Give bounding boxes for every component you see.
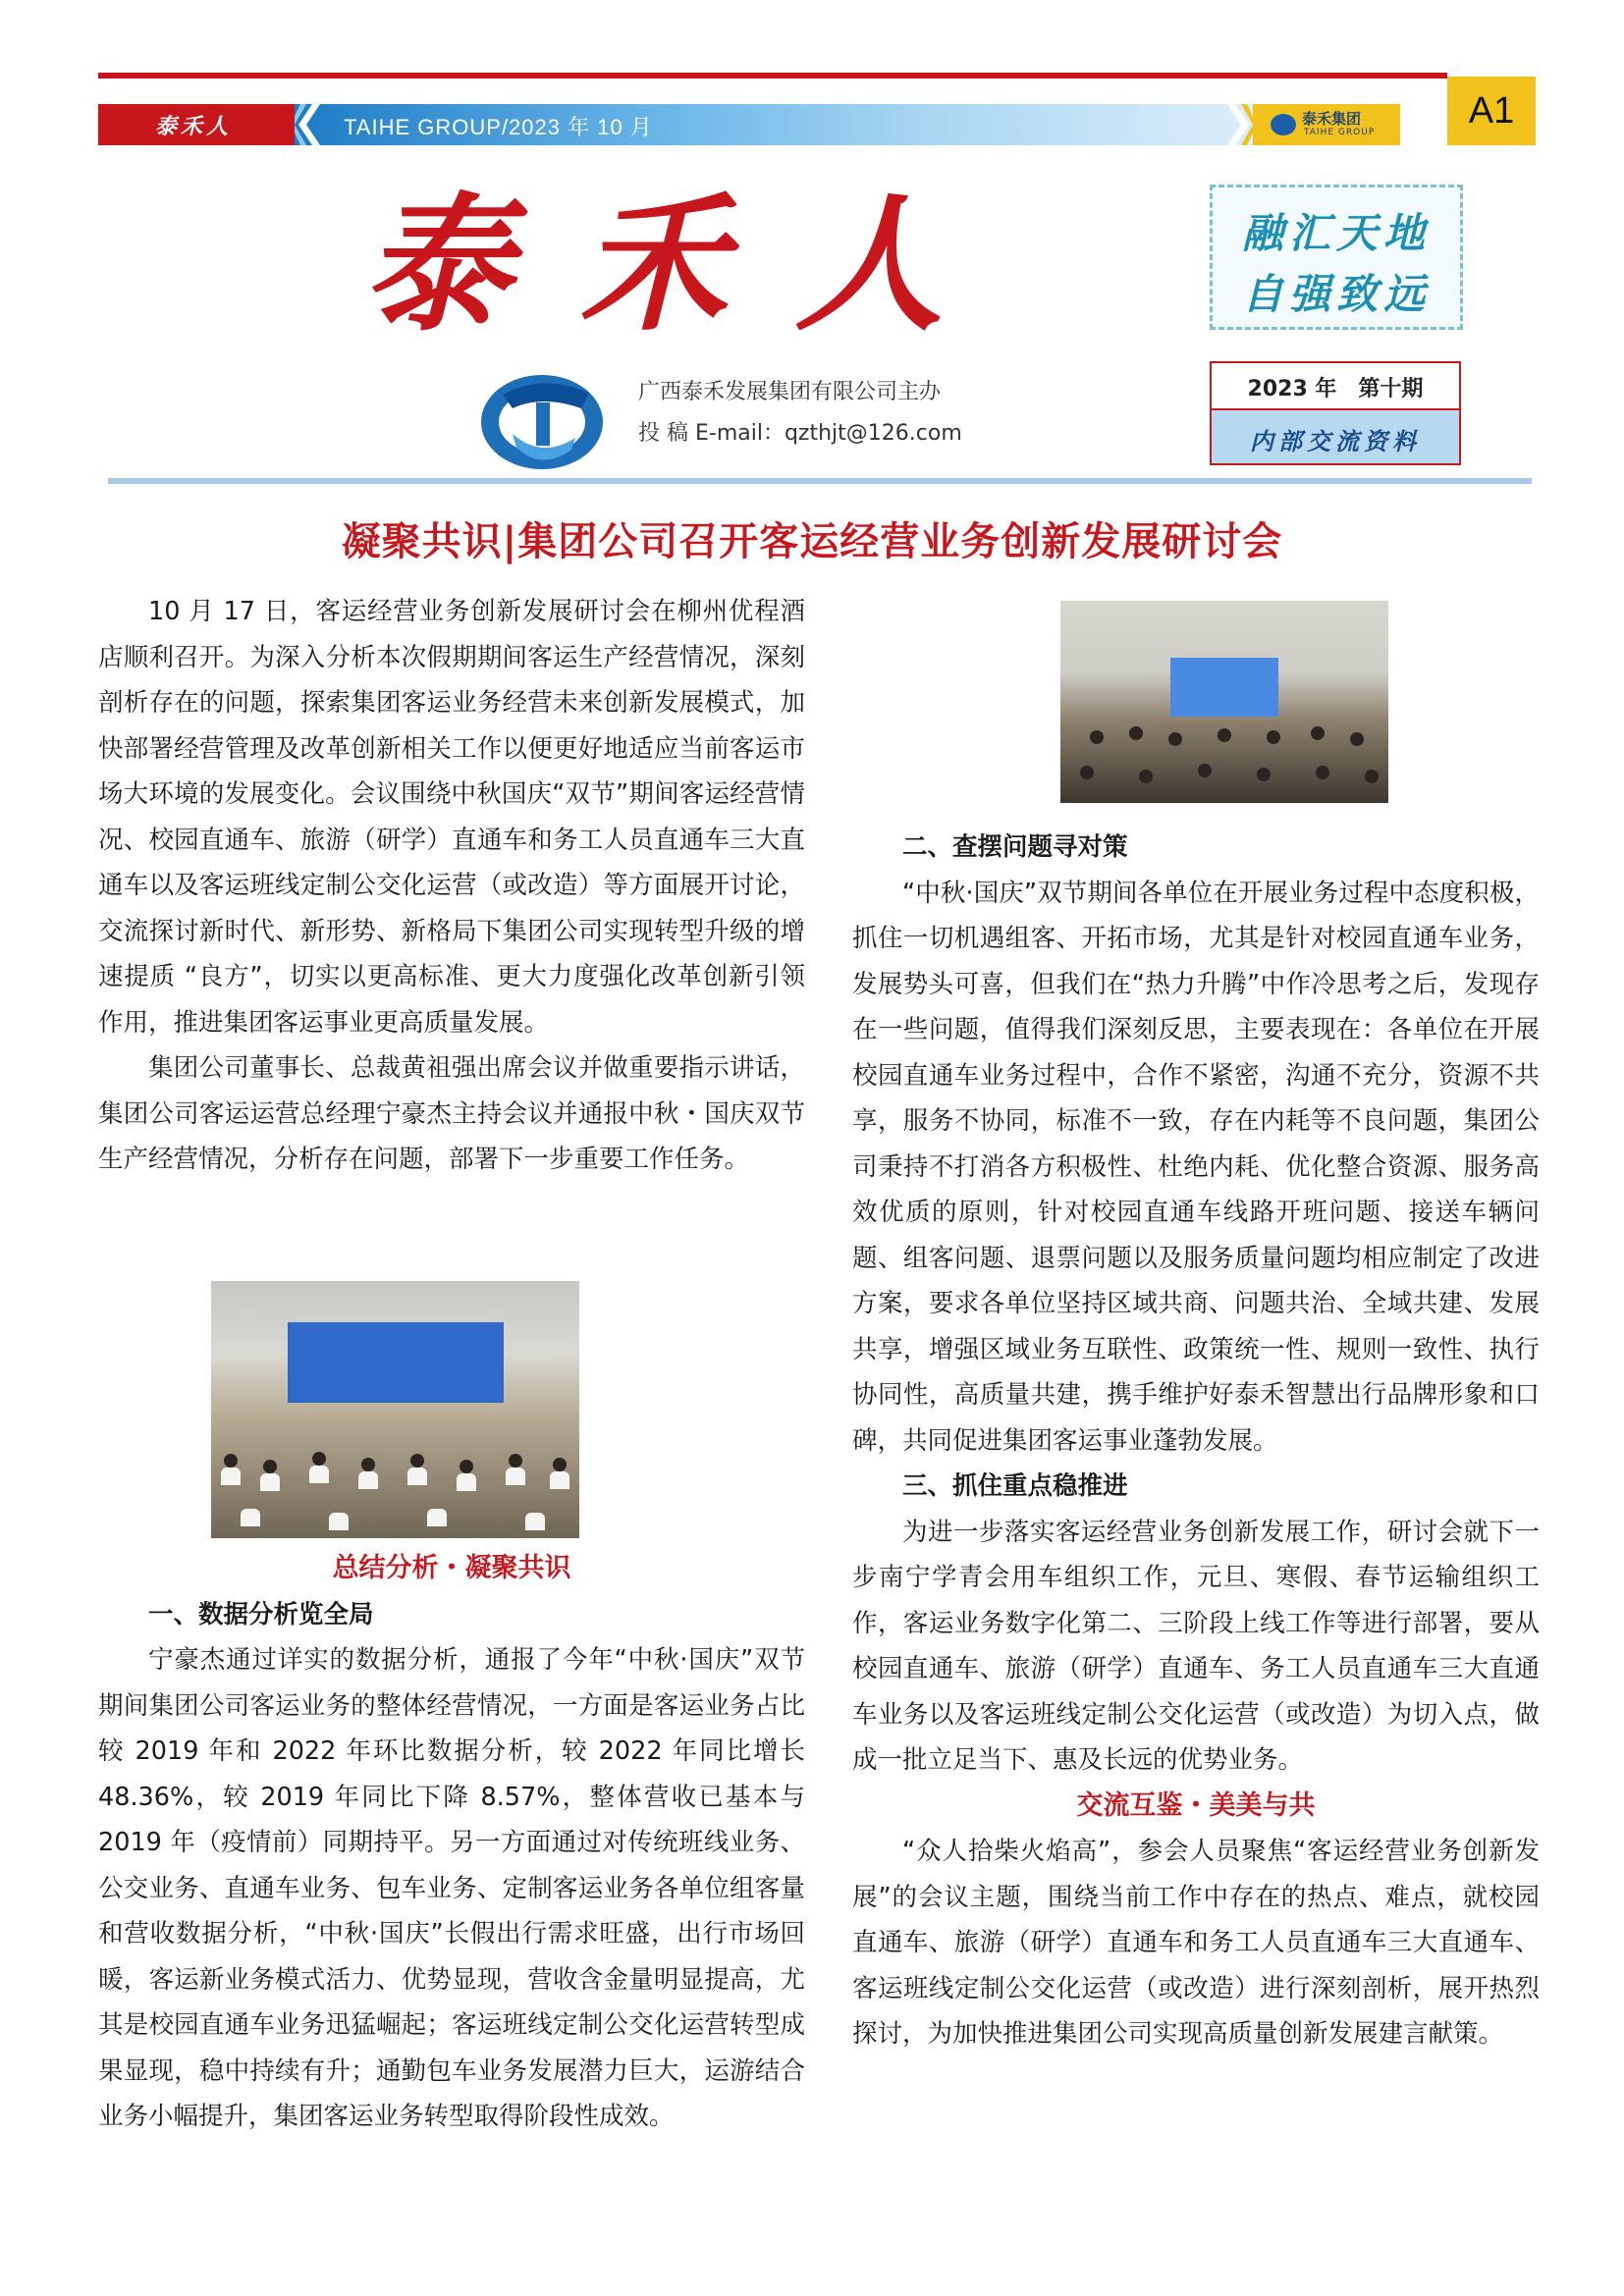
subheading-problems: 二、查摆问题寻对策 <box>902 832 1128 862</box>
masthead-title: 泰禾人 <box>363 179 1012 351</box>
chevron-left-icon <box>295 104 320 145</box>
page-number: A1 <box>1468 90 1515 132</box>
banner-left-label: 泰禾人 <box>155 114 233 139</box>
motto-box <box>1210 185 1463 330</box>
intro-column <box>98 589 805 1183</box>
brand-logo-icon <box>1271 114 1296 135</box>
article-headline: 凝聚共识|集团公司召开客运经营业务创新发展研讨会 <box>341 519 1283 564</box>
subheading-data-analysis: 一、数据分析览全局 <box>148 1599 374 1629</box>
data-analysis-paragraph: 宁豪杰通过详实的数据分析，通报了今年“中秋·国庆”双节期间集团公司客运业务的整体经营情况，一方面是客运业务占比较 2019 年和 2022 年环比数据分析，较 2022 年同比增长 48.36%，较 2019 年同比下降 8.57%，整体营收已基本与 2019 年（疫情前）同期持平。另一方面通过对传统班线业务、公交业务、直通车业务、包车业务、定制客运业务各单位组客量和营收数据分析，“中秋·国庆”长假出行需求旺盛，出行市场回暖，客运新业务模式活力、优势显现，营收含金量明显提高，尤其是校园直通车业务迅猛崛起；客运班线定制公交化运营转型成果显现，稳中持续有升；通勤包车业务发展潜力巨大，运游结合业务小幅提升，集团客运业务转型取得阶段性成效。 <box>98 1645 805 2131</box>
key-points-paragraph: 为进一步落实客运经营业务创新发展工作，研讨会就下一步南宁学青会用车组织工作，元旦、寒假、春节运输组织工作，客运业务数字化第二、三阶段上线工作等进行部署，要从校园直通车、旅游（研学）直通车、务工人员直通车三大直通车业务以及客运班线定制公交化运营（或改造）为切入点，做成一批立足当下、惠及长远的优势业务。 <box>852 1517 1540 1775</box>
company-logo-icon <box>473 365 611 473</box>
motto-line-1: 融汇天地 <box>1241 209 1431 257</box>
issue-number: 2023 年 第十期 <box>1247 377 1424 401</box>
banner-red-block <box>98 104 309 145</box>
problems-paragraph: “中秋·国庆”双节期间各单位在开展业务过程中态度积极，抓住一切机遇组客、开拓市场，尤其是针对校园直通车业务，发展势头可喜，但我们在“热力升腾”中作冷思考之后，发现存在一些问题，值得我们深刻反思，主要表现在：各单位在开展校园直通车业务过程中，合作不紧密，沟通不充分，资源不共享，服务不协同，标准不一致，存在内耗等不良问题，集团公司秉持不打消各方积极性、杜绝内耗、优化整合资源、服务高效优质的原则，针对校园直通车线路开班问题、接送车辆问题、组客问题、退票问题以及服务质量问题均相应制定了改进方案，要求各单位坚持区域共商、问题共治、全域共建、发展共享，增强区域业务互联性、政策统一性、规则一致性、执行协同性，高质量共建，携手维护好泰禾智慧出行品牌形象和口碑，共同促进集团客运事业蓬勃发展。 <box>852 878 1540 1456</box>
motto-line-2: 自强致远 <box>1241 270 1431 318</box>
meeting-photo-2 <box>211 1281 579 1538</box>
subheading-key-points: 三、抓住重点稳推进 <box>902 1471 1128 1501</box>
header-separator <box>108 478 1532 484</box>
intro-paragraph-2: 集团公司董事长、总裁黄祖强出席会议并做重要指示讲话，集团公司客运运营总经理宁豪杰主持会议并通报中秋・国庆双节生产经营情况，分析存在问题，部署下一步重要工作任务。 <box>98 1053 805 1174</box>
internal-label: 内部交流资料 <box>1250 427 1421 455</box>
banner-brand-block <box>1253 104 1400 145</box>
intro-paragraph-1: 10 月 17 日，客运经营业务创新发展研讨会在柳州优程酒店顺利召开。为深入分析本次假期期间客运生产经营情况，深刻剖析存在的问题，探索集团客运业务经营未来创新发展模式，加快部署经营管理及改革创新相关工作以便更好地适应当前客运市场大环境的发展变化。会议围绕中秋国庆“双节”期间客运经营情况、校园直通车、旅游（研学）直通车和务工人员直通车三大直通车以及客运班线定制公交化运营（或改造）等方面展开讨论，交流探讨新时代、新形势、新格局下集团公司实现转型升级的增速提质 “良方”，切实以更高标准、更大力度强化改革创新引领作用，推进集团客运事业更高质量发展。 <box>98 597 805 1038</box>
internal-label-box <box>1210 408 1461 465</box>
submission-email: 投 稿 E-mail：qzthjt@126.com <box>638 421 962 446</box>
page-number-badge <box>1447 77 1536 145</box>
section-heading-summary: 总结分析・凝聚共识 <box>332 1553 571 1583</box>
right-column <box>852 825 1540 2057</box>
header-banner <box>98 104 1447 145</box>
meeting-photo-1 <box>1060 601 1388 803</box>
issue-box <box>1210 361 1461 410</box>
closing-paragraph: “众人拾柴火焰高”，参会人员聚焦“客运经营业务创新发展”的会议主题，围绕当前工作中存在的热点、难点，就校园直通车、旅游（研学）直通车和务工人员直通车三大直通车、客运班线定制公交化运营（或改造）进行深刻剖析，展开热烈探讨，为加快推进集团公司实现高质量创新发展建言献策。 <box>852 1837 1540 2049</box>
analysis-column <box>98 1546 805 2140</box>
brand-name-en: TAIHE GROUP <box>1304 128 1376 137</box>
publisher-line: 广西泰禾发展集团有限公司主办 <box>638 380 942 404</box>
top-red-rule <box>98 73 1447 79</box>
chevron-right-icon <box>1227 104 1253 145</box>
section-heading-exchange: 交流互鉴・美美与共 <box>1076 1789 1316 1821</box>
banner-group-date: TAIHE GROUP/2023 年 10 月 <box>344 115 653 139</box>
brand-name-cn: 泰禾集团 <box>1302 110 1362 128</box>
